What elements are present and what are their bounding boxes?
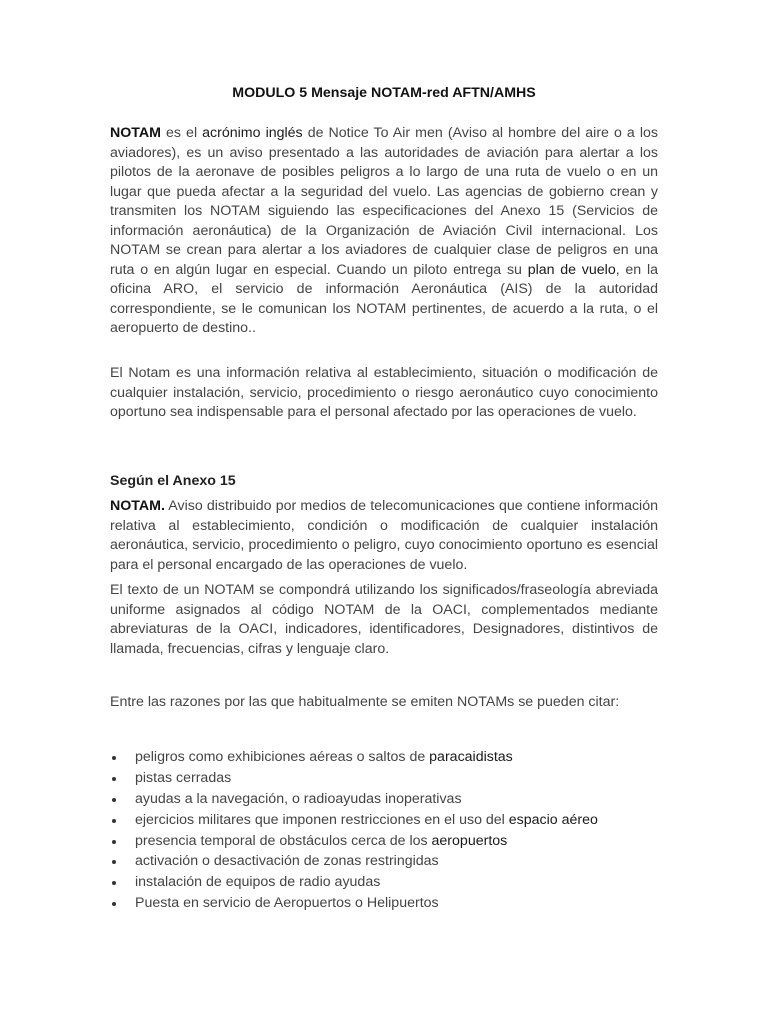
bullet-icon xyxy=(112,798,116,802)
list-item-text: activación o desactivación de zonas restringidas xyxy=(135,853,439,870)
bullet-icon xyxy=(112,881,116,885)
list-item-text: Puesta en servicio de Aeropuertos o Helipuertos xyxy=(135,895,439,912)
paragraph-anexo-definition xyxy=(110,497,658,575)
list-item-text: pistas cerradas xyxy=(135,769,232,786)
paragraph-notam-definition xyxy=(110,124,658,339)
text-fragment: es el xyxy=(160,125,203,141)
list-item xyxy=(110,747,658,768)
document-title: MODULO 5 Mensaje NOTAM-red AFTN/AMHS xyxy=(232,85,536,101)
link-aeropuertos[interactable]: aeropuertos xyxy=(431,832,508,849)
section-heading-anexo-15: Según el Anexo 15 xyxy=(110,473,236,489)
bullet-icon xyxy=(112,860,116,864)
paragraph-reasons-intro: Entre las razones por las que habitualmente se emiten NOTAMs se pueden citar: xyxy=(110,694,620,710)
bullet-icon xyxy=(112,819,116,823)
link-ingles[interactable]: inglés xyxy=(265,125,303,141)
list-item-text: peligros como exhibiciones aéreas o saltos de xyxy=(135,749,430,765)
reasons-list xyxy=(110,747,658,914)
list-item-text: instalación de equipos de radio ayudas xyxy=(135,874,381,891)
paragraph-notam-text: El texto de un NOTAM se compondrá utilizando los significados/fraseología abreviada uniforme asignados al código NOTAM de la OACI, complementados mediante abreviaturas de la OACI, indicadores, identificadores, Designadores, distintivos de llamada, frecuencias, cifras y lenguaje claro. xyxy=(110,582,658,657)
list-item xyxy=(110,893,658,914)
text-fragment: de Notice To Air men (Aviso al hombre del aire o a los aviadores), es un aviso presentado a las autoridades de aviación para alertar a los pilotos de la aeronave de posibles peligros a lo largo de una ruta de vuelo o en un lugar que pueda afectar a la seguridad del vuelo. Las agencias de gobierno crean y transmiten los NOTAM siguiendo las especificaciones del Anexo 15 (Servicios de información aeronáutica) de la Organización de Aviación Civil internacional. Los NOTAM se crean para alertar a los aviadores de cualquier clase de peligros en una ruta o en algún lugar en especial. Cuando un piloto entrega su xyxy=(110,125,659,278)
list-item xyxy=(110,789,658,810)
list-item xyxy=(110,872,658,893)
paragraph-notam-info: El Notam es una información relativa al establecimiento, situación o modificación de cualquier instalación, servicio, procedimiento o riesgo aeronáutico cuyo conocimiento oportuno sea indispensable para el personal afectado por las operaciones de vuelo. xyxy=(110,365,658,421)
link-plan-de-vuelo[interactable]: plan de vuelo xyxy=(527,261,616,278)
link-acronimo[interactable]: acrónimo xyxy=(202,125,261,141)
bullet-icon xyxy=(112,902,116,906)
bullet-icon xyxy=(112,777,116,781)
list-item xyxy=(110,851,658,872)
link-paracaidistas[interactable]: paracaidistas xyxy=(429,749,513,765)
list-item xyxy=(110,768,658,789)
bullet-icon xyxy=(112,756,116,760)
list-item-text: ejercicios militares que imponen restricciones en el uso del xyxy=(135,811,509,828)
list-item-text: ayudas a la navegación, o radioayudas inoperativas xyxy=(135,790,462,807)
link-espacio-aereo[interactable]: espacio aéreo xyxy=(508,811,598,828)
list-item xyxy=(110,810,658,831)
list-item-text: presencia temporal de obstáculos cerca de los xyxy=(135,832,432,849)
text-fragment: , en la oficina ARO, el servicio de información Aeronáutica (AIS) de la autoridad correspondiente, se le comunican los NOTAM pertinentes, de acuerdo a la ruta, o el aeropuerto de destino.. xyxy=(110,261,658,337)
bullet-icon xyxy=(112,840,116,844)
term-notam: NOTAM. xyxy=(110,498,165,514)
term-notam: NOTAM xyxy=(110,125,161,141)
text-fragment: Aviso distribuido por medios de telecomunicaciones que contiene información relativa al establecimiento, condición o modificación de cualquier instalación aeronáutica, servicio, procedimiento o peligro, cuyo conocimiento oportuno es esencial para el personal encargado de las operaciones de vuelo. xyxy=(110,498,658,573)
list-item xyxy=(110,831,658,852)
